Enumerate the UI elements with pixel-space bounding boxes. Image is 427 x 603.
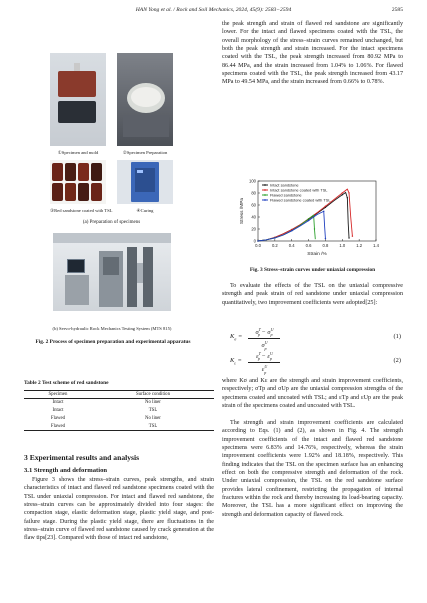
equation-number: (2): [393, 357, 401, 364]
series-point: [348, 192, 349, 193]
table2-title: Table 2 Test scheme of red sandstone: [24, 380, 109, 386]
body-text-right-top: [222, 20, 403, 87]
table-row: [24, 407, 214, 415]
legend-label: Flawed sandstone: [270, 192, 302, 198]
body-text-right-where: [222, 377, 403, 410]
series-point: [274, 237, 275, 238]
x-tick-label: 0.8: [322, 243, 329, 248]
x-tick-label: 1.0: [339, 243, 346, 248]
legend-label: Intact sandstone coated with TSL: [270, 187, 328, 193]
caption-specimen-preparation: ②Specimen Preparation: [122, 150, 168, 155]
caption-part-b: (b) Servo-hydraulic Rock Mechanics Testing System (MTS 815): [52, 326, 172, 331]
table-row: [24, 399, 214, 407]
series-point: [308, 218, 309, 219]
equation-lhs: $K_\sigma$ =: [230, 333, 243, 342]
legend-marker: [264, 184, 266, 186]
equation-fraction: $\sigma^T_p - \sigma^U_p$ $\sigma^U_p$: [248, 327, 280, 351]
body-text-left: [24, 476, 214, 543]
photo-coated-specimens: [50, 160, 106, 204]
y-axis-label: Stress /MPa: [240, 197, 245, 225]
y-tick-label: 100: [249, 178, 256, 184]
x-tick-label: 1.2: [356, 243, 363, 248]
photo-mts-815-system: [53, 233, 171, 311]
table-header-cell: Specimen: [48, 392, 68, 397]
equation-fraction: $\varepsilon^T_p - \varepsilon^U_p$ $\varepsilon^U_p$: [248, 351, 280, 375]
paragraph: the peak strength and strain of flawed red sandstone are significantly lower. For the intact and flawed specimens coated with the TSL, the overall morphology of the stress–strain curves remained unchanged, but both the peak strength and strain increased. For the intact specimens coated with the TSL, the peak strength increased from 80.92 MPa to 86.44 MPa, and the strain increased from 1.04% to 1.06%. For flawed specimens coated with the TSL, the peak strength increased from 43.17 MPa to 49.54 MPa, and the strain increased from 0.66% to 0.78%.: [222, 21, 403, 86]
body-text-right-bottom: [222, 419, 403, 519]
test-scheme-table: [24, 390, 214, 431]
x-axis-label: Strain /%: [307, 252, 327, 257]
table-cell: TSL: [148, 423, 158, 429]
equation-2: [222, 350, 403, 375]
x-tick-label: 1.4: [373, 243, 379, 248]
table-cell: Flawed: [50, 423, 66, 429]
series-point: [348, 237, 349, 238]
table-cell: Intact: [52, 408, 64, 413]
table-row: [24, 423, 214, 431]
equation-lhs: $K_\varepsilon$ =: [230, 357, 242, 366]
y-tick-label: 60: [251, 202, 256, 208]
photo-specimen-and-mold: [50, 53, 106, 146]
legend-label: Intact sandstone: [270, 182, 299, 188]
photo-curing-chamber: [117, 160, 173, 204]
table-cell: No liner: [145, 400, 161, 406]
fig3-title: Fig. 3 Stress–strain curves under uniaxial compression: [249, 267, 376, 273]
legend-label: Flawed sandstone coated with TSL: [270, 197, 331, 203]
x-tick-label: 0.0: [255, 243, 261, 248]
x-tick-label: 0.4: [288, 243, 295, 248]
series-point: [308, 220, 309, 221]
legend-marker: [264, 194, 266, 196]
table-row: [24, 415, 214, 423]
table-cell: Intact: [52, 400, 64, 406]
paragraph: where Kσ and Kε are the strength and strain improvement coefficients, respectively; σTp and σUp are the uniaxial compression strengths of the specimens coated and uncoated with TSL; and εTp and εUp are the peak strain of the specimens coated and uncoated with TSL.: [222, 378, 403, 410]
equation-1: [222, 326, 403, 351]
legend-marker: [264, 199, 266, 201]
y-tick-label: 0: [253, 238, 256, 244]
legend-marker: [264, 189, 266, 191]
y-tick-label: 40: [251, 214, 256, 220]
series-point: [314, 228, 315, 229]
caption-curing: ④Curing: [136, 208, 154, 213]
series-point: [291, 230, 292, 231]
paragraph: Figure 3 shows the stress–strain curves, peak strengths, and strain characteristics of intact and flawed red sandstone specimens coated with the TSL under uniaxial compression. For intact and flawed red sandstone, the stress–strain curves can be approximately divided into four stages: the compaction stage, elastic deformation stage, plastic yield stage, and post-failure stage. During the plastic yield stage, there are fluctuations in the stress–strain curve of flawed red sandstone caused by crack generation at the flaw tips[23]. Compared with those of intact red sandstone,: [24, 477, 214, 542]
running-header: [24, 7, 403, 17]
fig2-title: Fig. 2 Process of specimen preparation and experimental apparatus: [35, 339, 191, 345]
caption-coated-specimens: ③Red sandstone coated with TSL: [50, 208, 113, 213]
paragraph: The strength and strain improvement coefficients are calculated according to Eqs. (1) and (2), as shown in Fig. 4. The strength improvement coefficients of the intact and flawed red sandstone specimens were 6.83% and 14.76%, respectively, whereas the strain improvement coefficients were 1.92% and 18.18%, respectively. This finding indicates that the TSL on the specimen surface has an enhancing effect on both the compressive strength and deformation of the rock. Under uniaxial compression, the TSL on the red sandstone surface provides lateral confinement, restricting the propagation of internal fractures within the rock and thereby increasing its load-bearing capacity. Moreover, the TSL has a more significant effect on improving the strength and deformation capacity of flawed rock.: [222, 420, 403, 518]
table-header-row: [24, 391, 214, 399]
table-cell: No liner: [145, 416, 161, 421]
table-header-cell: Surface condition: [136, 392, 170, 397]
series-point: [347, 197, 348, 198]
x-tick-label: 0.6: [305, 243, 312, 248]
paragraph: To evaluate the effects of the TSL on the uniaxial compressive strength and peak strain of red sandstone under uniaxial compression quantitatively, two improvement coefficients were adopted[25]:: [222, 283, 403, 306]
series-point: [352, 236, 353, 237]
caption-specimen-and-mold: ①Specimen and mold: [57, 150, 99, 155]
y-tick-label: 80: [251, 190, 256, 196]
chart-legend: [262, 182, 331, 202]
stress-strain-chart: [238, 177, 388, 262]
series-point: [342, 194, 343, 195]
x-tick-label: 0.2: [271, 243, 278, 248]
photo-specimen-preparation: [117, 53, 173, 146]
table-cell: TSL: [148, 408, 158, 413]
caption-part-a: (a) Preparation of specimens: [82, 220, 141, 225]
subsection-heading: 3.1 Strength and deformation: [24, 467, 108, 474]
y-tick-label: 20: [251, 226, 256, 232]
body-text-right-mid: [222, 282, 403, 307]
page-number: 2585: [391, 7, 403, 13]
series-point: [325, 238, 326, 239]
series-point: [342, 192, 343, 193]
equation-number: (1): [393, 333, 401, 340]
series-point: [325, 206, 326, 207]
section-heading: 3 Experimental results and analysis: [24, 453, 140, 462]
journal-citation: HAN Yong et al. / Rock and Soil Mechanics, 2024, 45(9): 2583−2594: [135, 7, 292, 13]
series-point: [257, 240, 258, 241]
series-line: [258, 215, 315, 241]
table-cell: Flawed: [50, 416, 66, 421]
series-point: [323, 211, 324, 212]
